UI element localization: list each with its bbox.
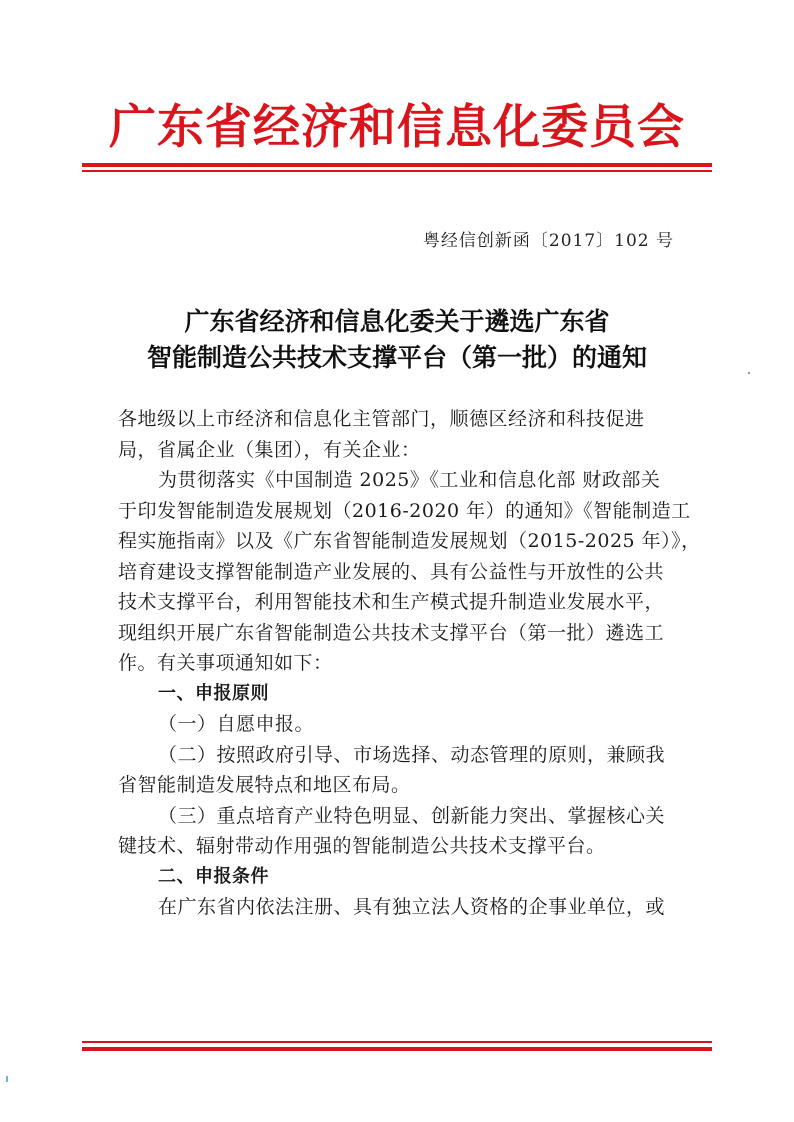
body-line: （一）自愿申报。: [158, 713, 315, 735]
document-title: [0, 304, 794, 376]
footer-rule-thick: [82, 1047, 712, 1051]
document-body: [118, 404, 701, 923]
body-line: 在广东省内依法注册、具有独立法人资格的企事业单位，或: [158, 896, 666, 918]
document-title-line-2: 智能制造公共技术支撑平台（第一批）的通知: [146, 343, 647, 372]
section-heading-conditions: 二、申报条件: [158, 865, 269, 887]
body-line: 现组织开展广东省智能制造公共技术支撑平台（第一批）遴选工: [118, 621, 665, 644]
document-number: 粤经信创新函〔2017〕102 号: [422, 231, 674, 251]
body-line: 技术支撑平台，利用智能技术和生产模式提升制造业发展水平，: [118, 591, 665, 613]
scan-speck: [6, 1076, 8, 1082]
footer-rule-thin: [82, 1041, 712, 1043]
body-line: 培育建设支撑智能制造产业发展的、具有公益性与开放性的公共: [118, 560, 665, 583]
section-heading-principles: 一、申报原则: [158, 682, 269, 704]
body-line: （三）重点培育产业特色明显、创新能力突出、掌握核心关: [158, 804, 666, 827]
letterhead-rule-thick: [82, 163, 712, 167]
body-line: 为贯彻落实《中国制造 2025》《工业和信息化部 财政部关: [158, 469, 661, 491]
letterhead-rule-thin: [82, 170, 712, 172]
document-title-line-1: 广东省经济和信息化委关于遴选广东省: [184, 307, 610, 336]
body-line: 程实施指南》以及《广东省智能制造发展规划（2015-2025 年）》，: [118, 530, 701, 552]
body-line: 局，省属企业（集团），有关企业：: [118, 438, 421, 461]
scan-speck: [748, 372, 750, 374]
body-line: 作。有关事项通知如下：: [118, 652, 333, 674]
body-line: 键技术、辐射带动作用强的智能制造公共技术支撑平台。: [118, 835, 606, 857]
body-line: 省智能制造发展特点和地区布局。: [118, 774, 411, 796]
body-line: 各地级以上市经济和信息化主管部门，顺德区经济和科技促进: [118, 408, 645, 430]
body-line: （二）按照政府引导、市场选择、动态管理的原则，兼顾我: [158, 743, 666, 766]
letterhead-org-name: 广东省经济和信息化委员会: [109, 100, 685, 155]
body-line: 于印发智能制造发展规划（2016-2020 年）的通知》《智能制造工: [118, 499, 691, 522]
